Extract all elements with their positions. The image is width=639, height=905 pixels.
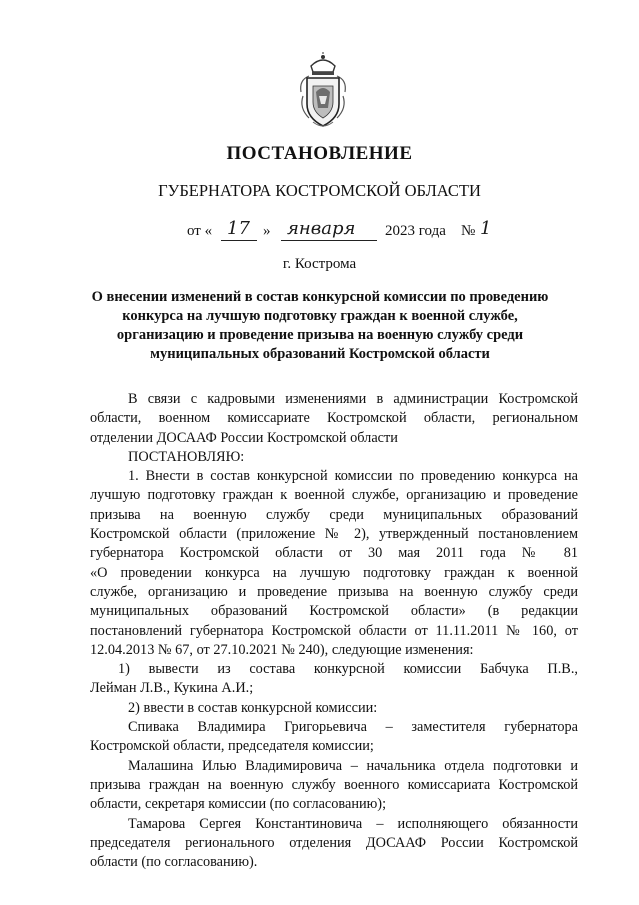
body-line: лучшую подготовку граждан к военной службе, организацию и проведение: [90, 487, 578, 504]
document-heading: [80, 288, 560, 364]
number-label: №: [461, 223, 476, 239]
body-line: Костромской области (приложение № 2), утвержденный постановлением: [90, 526, 578, 543]
heading-line: муниципальных образований Костромской области: [150, 346, 490, 362]
body-line: области (по согласованию).: [90, 854, 258, 871]
kostroma-coat-of-arms-icon: [295, 52, 351, 132]
body-line: Лейман Л.В., Кукина А.И.;: [90, 680, 254, 697]
date-prefix: от «: [187, 223, 213, 239]
body-line: Костромской области, председателя комиссии;: [90, 738, 374, 755]
body-line: В связи с кадровыми изменениями в администрации Костромской: [128, 391, 578, 407]
body-line: муниципальных образований Костромской области» (в редакции: [90, 603, 578, 620]
date-mid: »: [263, 223, 271, 239]
heading-line: конкурса на лучшую подготовку граждан к военной службе,: [122, 308, 518, 324]
document-number: 1: [480, 218, 492, 239]
date-line: [187, 218, 492, 246]
body-line: председателя регионального отделения ДОСААФ России Костромской: [90, 834, 578, 851]
body-line: ПОСТАНОВЛЯЮ:: [128, 448, 245, 465]
body-line: отделении ДОСААФ России Костромской области: [90, 429, 398, 446]
date-day: 17: [227, 218, 250, 239]
body-line: 12.04.2013 № 67, от 27.10.2021 № 240), следующие изменения:: [90, 641, 474, 658]
document-subtitle: ГУБЕРНАТОРА КОСТРОМСКОЙ ОБЛАСТИ: [158, 181, 481, 200]
city: г. Кострома: [282, 256, 357, 272]
body-line: службе, организацию и проведение призыва на военную службу среди: [90, 583, 578, 600]
body-line: Спивака Владимира Григорьевича – заместителя губернатора: [128, 719, 578, 736]
body-line: Малашина Илью Владимировича – начальника отдела подготовки и: [128, 757, 578, 774]
body-line: «О проведении конкурса на лучшую подготовку граждан к военной: [90, 564, 578, 581]
body-line: области, военном комиссариате Костромской области, региональном: [90, 410, 578, 427]
heading-line: О внесении изменений в состав конкурсной комиссии по проведению: [91, 289, 549, 305]
document-title: ПОСТАНОВЛЕНИЕ: [226, 143, 413, 164]
body-line: 1. Внести в состав конкурсной комиссии по проведению конкурса на: [128, 468, 578, 485]
body-line: призыва граждан на военную службу военного комиссариата Костромской: [90, 776, 578, 793]
body-line: 2) ввести в состав конкурсной комиссии:: [128, 699, 378, 716]
body-line: 1) вывести из состава конкурсной комиссии Бабчука П.В.,: [118, 661, 578, 678]
body-line: постановлений губернатора Костромской области от 11.11.2011 № 160, от: [90, 622, 578, 639]
document-body: [90, 390, 578, 872]
body-line: области, секретаря комиссии (по согласованию);: [90, 796, 387, 813]
heading-line: организацию и проведение призыва на военную службу среди: [116, 327, 524, 343]
date-year: 2023 года: [385, 223, 446, 239]
body-line: Тамарова Сергея Константиновича – исполняющего обязанности: [128, 815, 578, 832]
body-line: призыва на военную службу среди муниципальных образований: [90, 506, 578, 523]
body-line: губернатора Костромской области от 30 мая 2011 года № 81: [90, 545, 578, 562]
date-month: января: [287, 218, 356, 239]
